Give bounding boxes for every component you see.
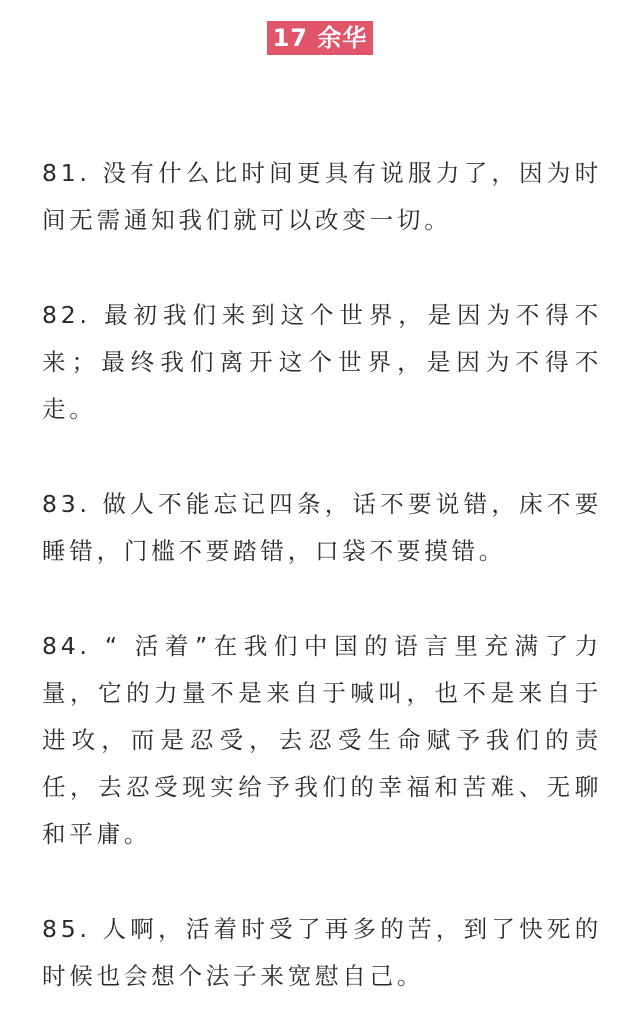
title-badge: 17 余华 [267, 21, 374, 55]
quote-81: 81. 没有什么比时间更具有说服力了，因为时间无需通知我们就可以改变一切。 [42, 159, 602, 234]
quote-list [42, 150, 602, 1000]
quote-83: 83. 做人不能忘记四条，话不要说错，床不要睡错，门槛不要踏错，口袋不要摸错。 [42, 490, 602, 565]
quote-84: 84. “ 活着”在我们中国的语言里充满了力量，它的力量不是来自于喊叫，也不是来自于进攻，而是忍受，去忍受生命赋予我们的责任，去忍受现实给予我们的幸福和苦难、无聊和平庸。 [42, 632, 602, 848]
title-container [0, 21, 640, 55]
quote-85: 85. 人啊，活着时受了再多的苦，到了快死的时候也会想个法子来宽慰自己。 [42, 915, 602, 990]
quote-82: 82. 最初我们来到这个世界，是因为不得不来；最终我们离开这个世界，是因为不得不走。 [42, 301, 602, 423]
